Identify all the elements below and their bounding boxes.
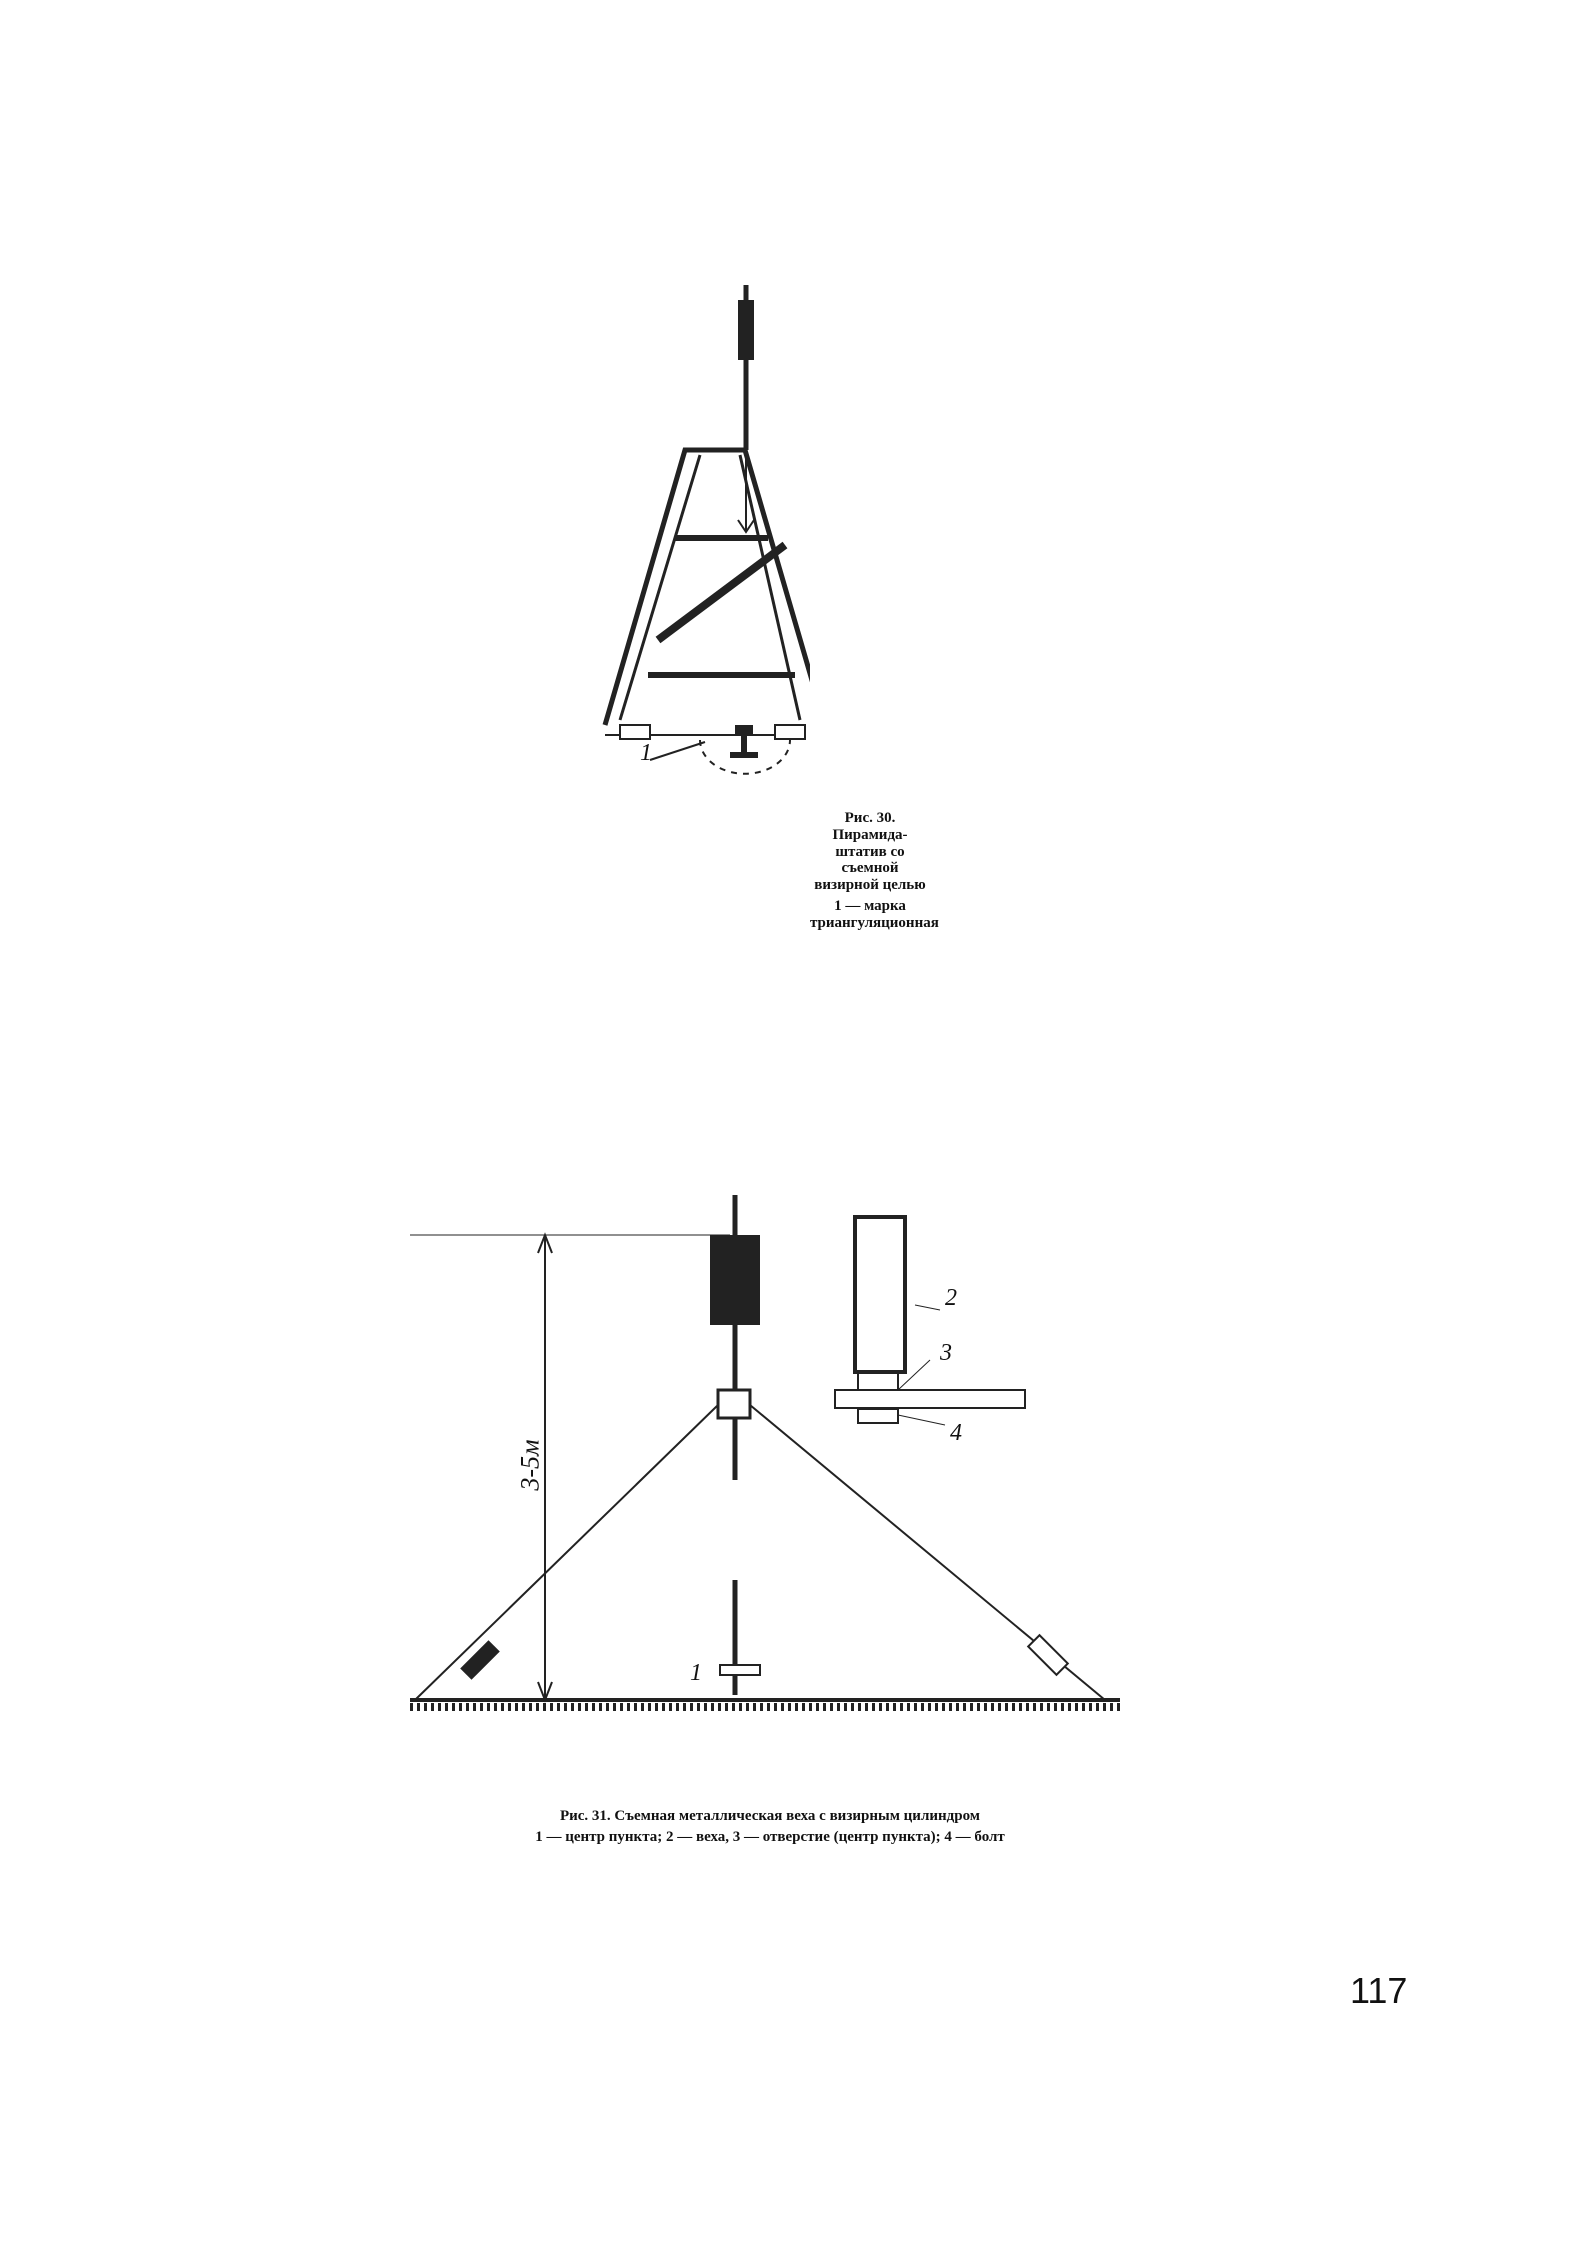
- detail-pole: [855, 1217, 905, 1372]
- pyramid-legs: [605, 450, 810, 725]
- figure-31-height-label: 3-5м: [515, 1439, 545, 1491]
- figure-30-caption: [810, 810, 939, 932]
- figure-31-callout-3: 3: [940, 1340, 952, 1366]
- figure-30-caption-legend: 1 — марка триангуляционная: [810, 897, 939, 931]
- figure-31-callout-4: 4: [950, 1420, 962, 1446]
- figure-31-callout-2: 2: [945, 1285, 957, 1311]
- figure-31-caption-legend: 1 — центр пункта; 2 — веха, 3 — отверстие (центр пункта); 4 — болт: [535, 1828, 1005, 1845]
- figure-31-callout-1: 1: [690, 1660, 702, 1686]
- figure-30-caption-title: Рис. 30. Пирамида-штатив со съемной визирной целью: [814, 810, 926, 894]
- sighting-cylinder: [710, 1235, 760, 1325]
- page-number: 117: [1350, 1970, 1408, 2011]
- guy-wire-left: [415, 1405, 718, 1700]
- figure-31-caption-title: Рис. 31. Съемная металлическая веха с визирным цилиндром: [559, 1808, 981, 1824]
- figure-31-caption: [420, 1808, 1120, 1846]
- figure-30-drawing: [590, 280, 810, 800]
- figure-30-callout-1: 1: [640, 740, 652, 766]
